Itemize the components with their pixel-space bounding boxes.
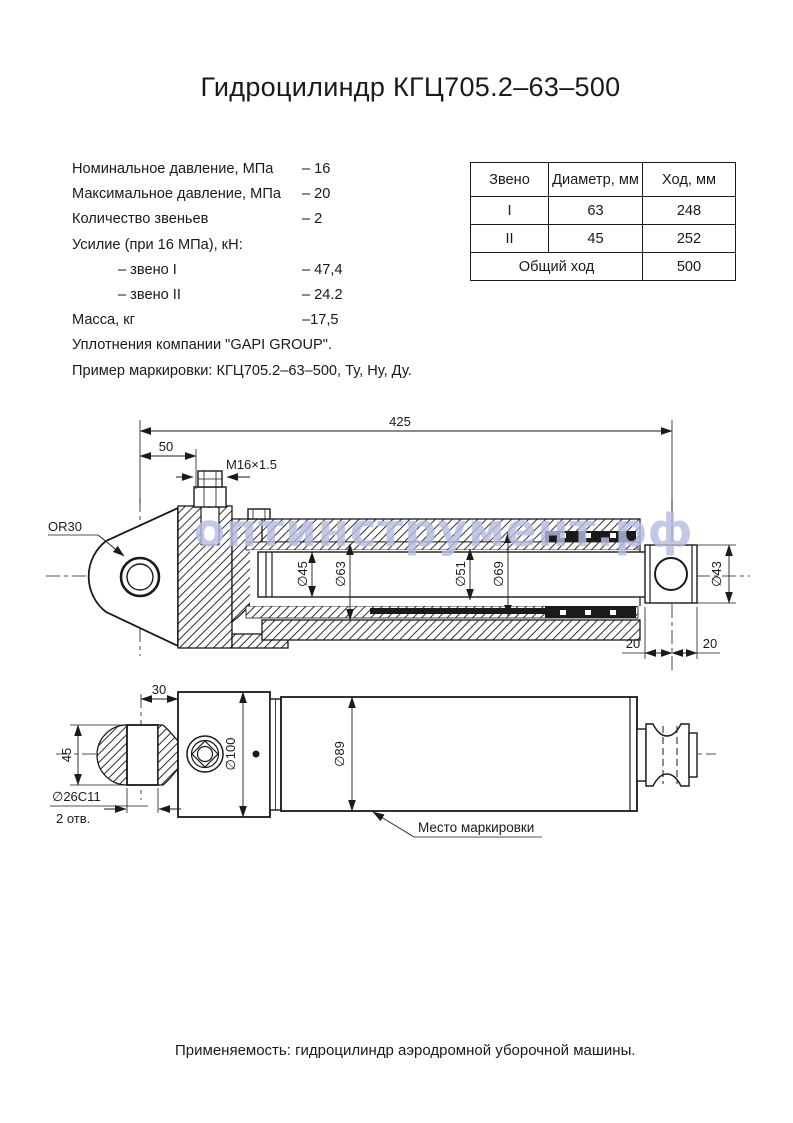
barrel-bottom-wall [262,620,640,640]
dim-eye-off-right: 20 [702,636,718,651]
spec-value: – 20 [302,186,331,203]
spec-value: –17,5 [302,312,339,329]
spec-label: Усилие (при 16 МПа), кН: [72,236,243,253]
spool-cap [689,733,697,777]
cell-link: I [471,197,549,225]
thread-callout: M16×1.5 [226,457,277,472]
seals-note: Уплотнения компании "GAPI GROUP". [72,337,333,354]
seal-notch [560,533,566,538]
spec-row [72,157,472,182]
dim-lug-height: 45 [59,747,74,763]
spec-row [72,207,472,232]
spool-body [646,724,689,786]
spec-row [72,283,472,308]
table-header-link: Звено [471,163,549,197]
clevis-eye-hole [127,564,153,590]
spec-row [72,233,472,258]
vent-screw [248,509,270,519]
dim-eye-off-left: 20 [625,636,641,651]
cell-total-stroke-label: Общий ход [471,253,643,281]
tube1-top-wall [246,542,638,550]
seal-notch [585,533,591,538]
spec-list [72,157,472,384]
table-header-diameter: Диаметр, мм [549,163,643,197]
application-note: Применяемость: гидроцилиндр аэродромной уборочной машины. [175,1042,636,1059]
lug-hole-band [127,725,158,785]
retracted-view-drawing [0,672,793,892]
dim-dia-head: ∅100 [223,737,238,771]
hole-count: 2 отв. [56,811,91,826]
page-title: Гидроцилиндр КГЦ705.2–63–500 [200,72,621,102]
spec-value: – 2 [302,211,323,228]
lug-root-section [158,725,178,785]
marking-note: Пример маркировки: КГЦ705.2–63–500, Ту, Ну, Ду. [72,362,412,379]
cell-stroke: 252 [643,225,736,253]
spool-collar [637,729,646,781]
spec-row [72,308,472,333]
spec-label: Максимальное давление, МПа [72,186,281,203]
marking-leader [373,812,414,837]
cell-stroke: 248 [643,197,736,225]
extended-view-drawing [0,400,793,680]
seal-notch [585,610,591,615]
table-row [471,197,736,225]
spec-label: Количество звеньев [72,211,209,228]
dim-lug-width: 30 [151,682,167,697]
port-fitting [194,487,226,507]
dim-dia-rod1: ∅45 [295,561,310,587]
stroke-table [470,162,736,281]
dim-dia-bore2: ∅69 [491,561,506,587]
dim-dia-barrel: ∅89 [332,741,347,767]
spec-row [72,182,472,207]
lug-nose-section [97,725,127,785]
spec-label: Номинальное давление, МПа [72,161,274,177]
cell-diameter: 45 [549,225,643,253]
spec-label: – звено II [118,286,181,303]
dim-dia-rod-eye: ∅43 [709,561,724,587]
table-header-row [471,163,736,197]
port-channel [201,508,219,545]
seal-notch [560,610,566,615]
cell-diameter: 63 [549,197,643,225]
spec-label: Масса, кг [72,312,135,329]
spec-value: – 16 [302,161,331,177]
marking-place-label: Место маркировки [418,820,535,835]
cell-total-stroke-value: 500 [643,253,736,281]
dim-dia-rod2: ∅51 [453,561,468,587]
spec-value: – 47,4 [302,261,343,278]
rod-eye-hole [655,558,687,590]
eye-radius-callout: OR30 [48,519,82,534]
table-header-stroke: Ход, мм [643,163,736,197]
spec-value: – 24.2 [302,286,343,303]
spec-label: – звено I [118,261,177,278]
table-row [471,225,736,253]
dim-overall-length: 425 [389,414,411,429]
spec-row [72,258,472,283]
seal-notch [610,533,616,538]
seal-notch [610,610,616,615]
seal-strip [370,608,545,614]
vent-dot [253,751,260,758]
cell-link: II [471,225,549,253]
watermark: оптинструмент.рф [194,504,694,557]
table-footer-row [471,253,736,281]
dim-dia-bore1: ∅63 [333,561,348,587]
dim-port-offset: 50 [158,439,174,454]
hole-callout: ∅26C11 [52,789,101,804]
